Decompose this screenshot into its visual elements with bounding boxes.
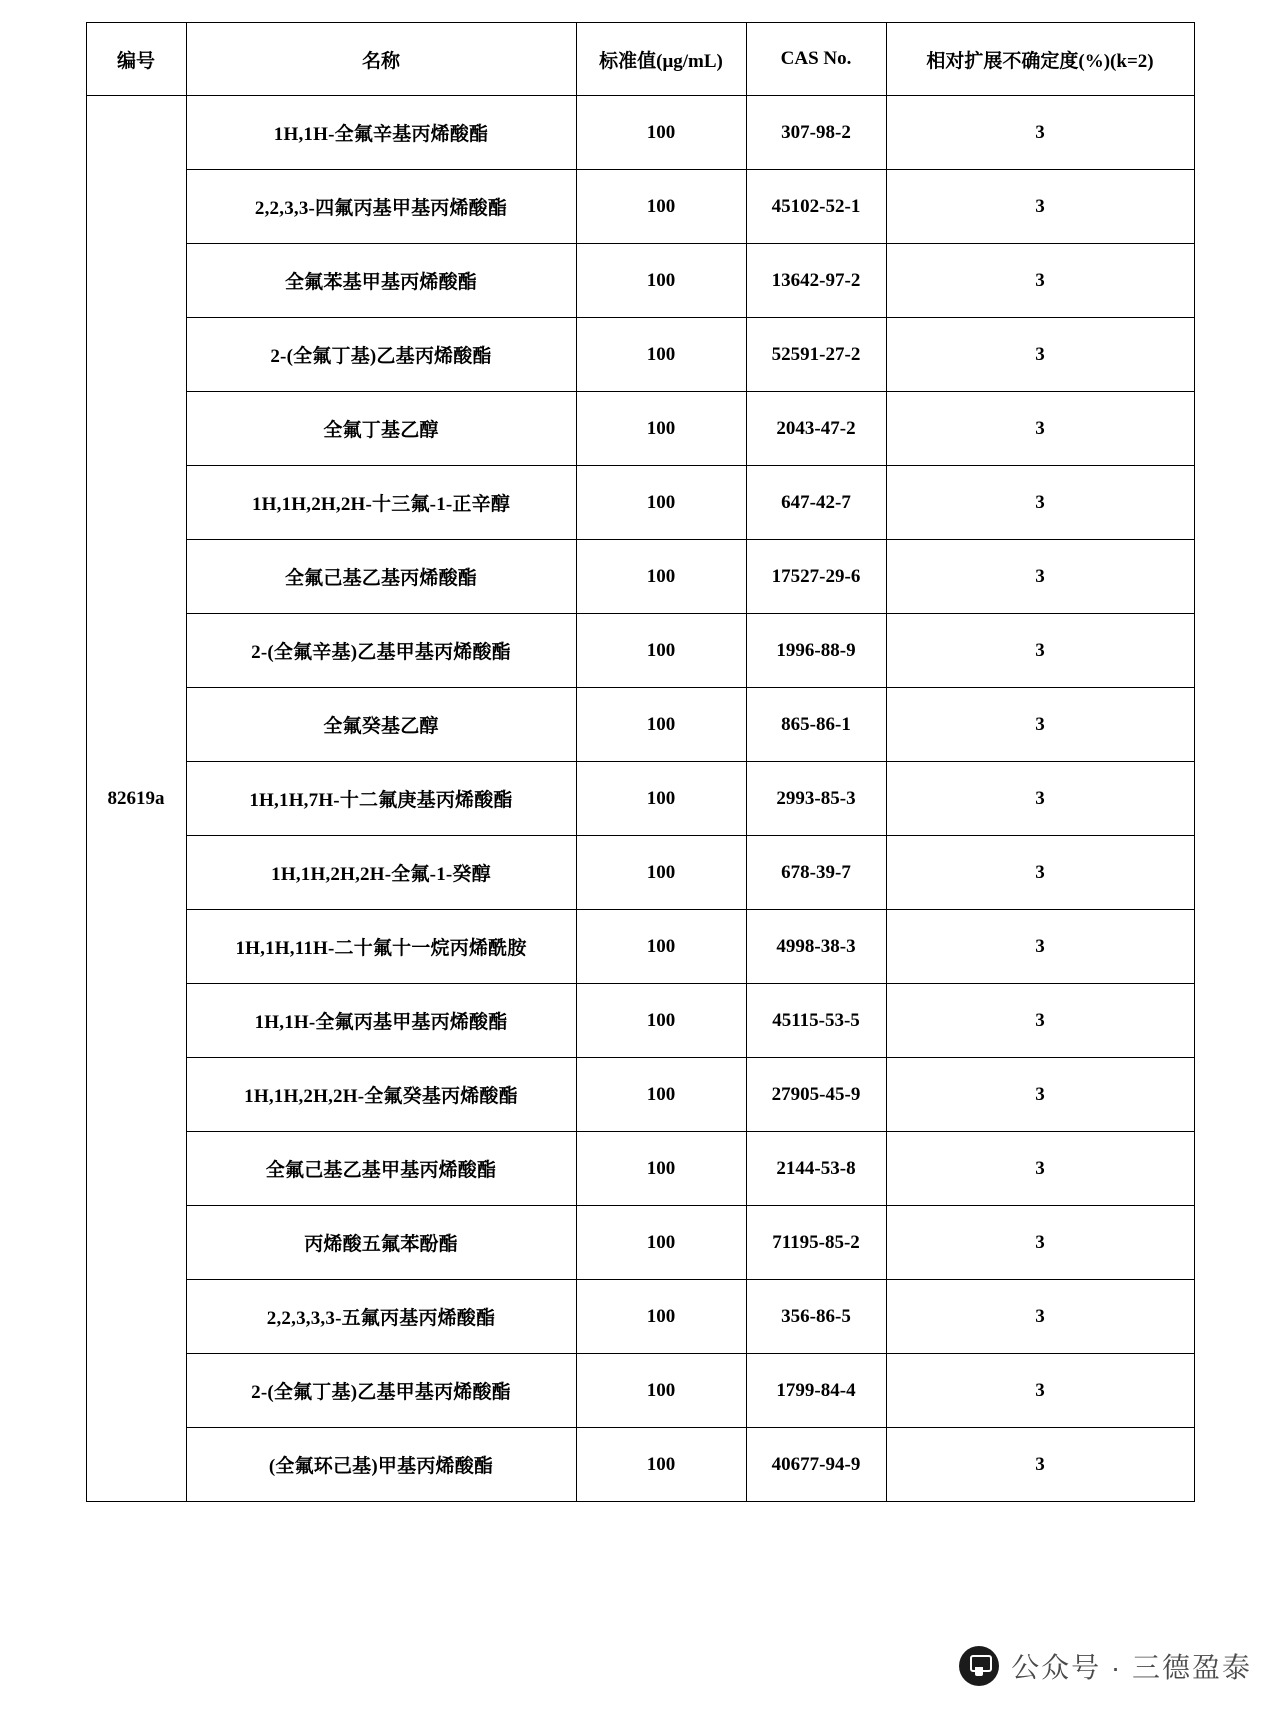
header-row (86, 23, 1194, 96)
substance-name: 2-(全氟辛基)乙基甲基丙烯酸酯 (186, 614, 576, 688)
standard-value: 100 (576, 466, 746, 540)
cas-number: 27905-45-9 (746, 1058, 886, 1132)
substance-name: 2-(全氟丁基)乙基丙烯酸酯 (186, 318, 576, 392)
cas-number: 45102-52-1 (746, 170, 886, 244)
table-row (86, 540, 1194, 614)
uncertainty-value: 3 (886, 1428, 1194, 1502)
standard-value: 100 (576, 244, 746, 318)
cas-number: 4998-38-3 (746, 910, 886, 984)
cas-number: 17527-29-6 (746, 540, 886, 614)
cas-number: 13642-97-2 (746, 244, 886, 318)
table-row (86, 688, 1194, 762)
standards-table (86, 22, 1195, 1502)
table-row (86, 1354, 1194, 1428)
standard-value: 100 (576, 984, 746, 1058)
table-row (86, 466, 1194, 540)
table-header (86, 23, 1194, 96)
substance-name: 2,2,3,3-四氟丙基甲基丙烯酸酯 (186, 170, 576, 244)
standard-value: 100 (576, 910, 746, 984)
uncertainty-value: 3 (886, 96, 1194, 170)
uncertainty-value: 3 (886, 1206, 1194, 1280)
standard-value: 100 (576, 392, 746, 466)
uncertainty-value: 3 (886, 984, 1194, 1058)
table-row (86, 96, 1194, 170)
table-row (86, 910, 1194, 984)
uncertainty-value: 3 (886, 392, 1194, 466)
cas-number: 71195-85-2 (746, 1206, 886, 1280)
substance-name: 全氟己基乙基丙烯酸酯 (186, 540, 576, 614)
cas-number: 52591-27-2 (746, 318, 886, 392)
uncertainty-value: 3 (886, 466, 1194, 540)
standard-value: 100 (576, 318, 746, 392)
table-row (86, 318, 1194, 392)
cas-number: 2043-47-2 (746, 392, 886, 466)
substance-name: 全氟丁基乙醇 (186, 392, 576, 466)
standard-value: 100 (576, 540, 746, 614)
substance-name: 2,2,3,3,3-五氟丙基丙烯酸酯 (186, 1280, 576, 1354)
standard-value: 100 (576, 1206, 746, 1280)
uncertainty-value: 3 (886, 836, 1194, 910)
uncertainty-value: 3 (886, 1280, 1194, 1354)
standard-value: 100 (576, 1428, 746, 1502)
substance-name: 1H,1H,2H,2H-全氟癸基丙烯酸酯 (186, 1058, 576, 1132)
header-name: 名称 (186, 23, 576, 96)
standard-value: 100 (576, 614, 746, 688)
uncertainty-value: 3 (886, 170, 1194, 244)
uncertainty-value: 3 (886, 614, 1194, 688)
standard-value: 100 (576, 836, 746, 910)
table-row (86, 614, 1194, 688)
uncertainty-value: 3 (886, 762, 1194, 836)
substance-name: 1H,1H,11H-二十氟十一烷丙烯酰胺 (186, 910, 576, 984)
standard-value: 100 (576, 96, 746, 170)
substance-name: 2-(全氟丁基)乙基甲基丙烯酸酯 (186, 1354, 576, 1428)
table-row (86, 1132, 1194, 1206)
standard-value: 100 (576, 1354, 746, 1428)
uncertainty-value: 3 (886, 244, 1194, 318)
substance-name: 1H,1H-全氟丙基甲基丙烯酸酯 (186, 984, 576, 1058)
uncertainty-value: 3 (886, 910, 1194, 984)
header-id: 编号 (86, 23, 186, 96)
cas-number: 2144-53-8 (746, 1132, 886, 1206)
table-row (86, 1428, 1194, 1502)
header-cas-no: CAS No. (746, 23, 886, 96)
substance-name: 1H,1H-全氟辛基丙烯酸酯 (186, 96, 576, 170)
table-row (86, 984, 1194, 1058)
header-standard-value: 标准值(μg/mL) (576, 23, 746, 96)
substance-name: 全氟癸基乙醇 (186, 688, 576, 762)
cas-number: 1799-84-4 (746, 1354, 886, 1428)
standard-value: 100 (576, 1058, 746, 1132)
watermark-text: 公众号 · 三德盈泰 (1011, 1652, 1252, 1683)
table-row (86, 244, 1194, 318)
table-row (86, 762, 1194, 836)
header-uncertainty: 相对扩展不确定度(%)(k=2) (886, 23, 1194, 96)
uncertainty-value: 3 (886, 1132, 1194, 1206)
table-row (86, 170, 1194, 244)
standard-value: 100 (576, 1280, 746, 1354)
cas-number: 356-86-5 (746, 1280, 886, 1354)
cas-number: 678-39-7 (746, 836, 886, 910)
cas-number: 647-42-7 (746, 466, 886, 540)
substance-name: 1H,1H,2H,2H-全氟-1-癸醇 (186, 836, 576, 910)
cas-number: 2993-85-3 (746, 762, 886, 836)
standard-value: 100 (576, 688, 746, 762)
substance-name: 1H,1H,2H,2H-十三氟-1-正辛醇 (186, 466, 576, 540)
cas-number: 40677-94-9 (746, 1428, 886, 1502)
standard-value: 100 (576, 170, 746, 244)
standard-value: 100 (576, 762, 746, 836)
uncertainty-value: 3 (886, 318, 1194, 392)
watermark (959, 1646, 1252, 1686)
uncertainty-value: 3 (886, 688, 1194, 762)
cas-number: 45115-53-5 (746, 984, 886, 1058)
cas-number: 307-98-2 (746, 96, 886, 170)
cas-number: 865-86-1 (746, 688, 886, 762)
table-row (86, 1206, 1194, 1280)
uncertainty-value: 3 (886, 1354, 1194, 1428)
product-id-cell: 82619a (86, 96, 186, 1502)
table-row (86, 836, 1194, 910)
table-row (86, 1058, 1194, 1132)
cas-number: 1996-88-9 (746, 614, 886, 688)
table-body (86, 96, 1194, 1502)
uncertainty-value: 3 (886, 540, 1194, 614)
uncertainty-value: 3 (886, 1058, 1194, 1132)
substance-name: (全氟环己基)甲基丙烯酸酯 (186, 1428, 576, 1502)
substance-name: 丙烯酸五氟苯酚酯 (186, 1206, 576, 1280)
table-row (86, 1280, 1194, 1354)
substance-name: 1H,1H,7H-十二氟庚基丙烯酸酯 (186, 762, 576, 836)
table-row (86, 392, 1194, 466)
substance-name: 全氟己基乙基甲基丙烯酸酯 (186, 1132, 576, 1206)
substance-name: 全氟苯基甲基丙烯酸酯 (186, 244, 576, 318)
wechat-logo-icon (959, 1646, 999, 1686)
standard-value: 100 (576, 1132, 746, 1206)
